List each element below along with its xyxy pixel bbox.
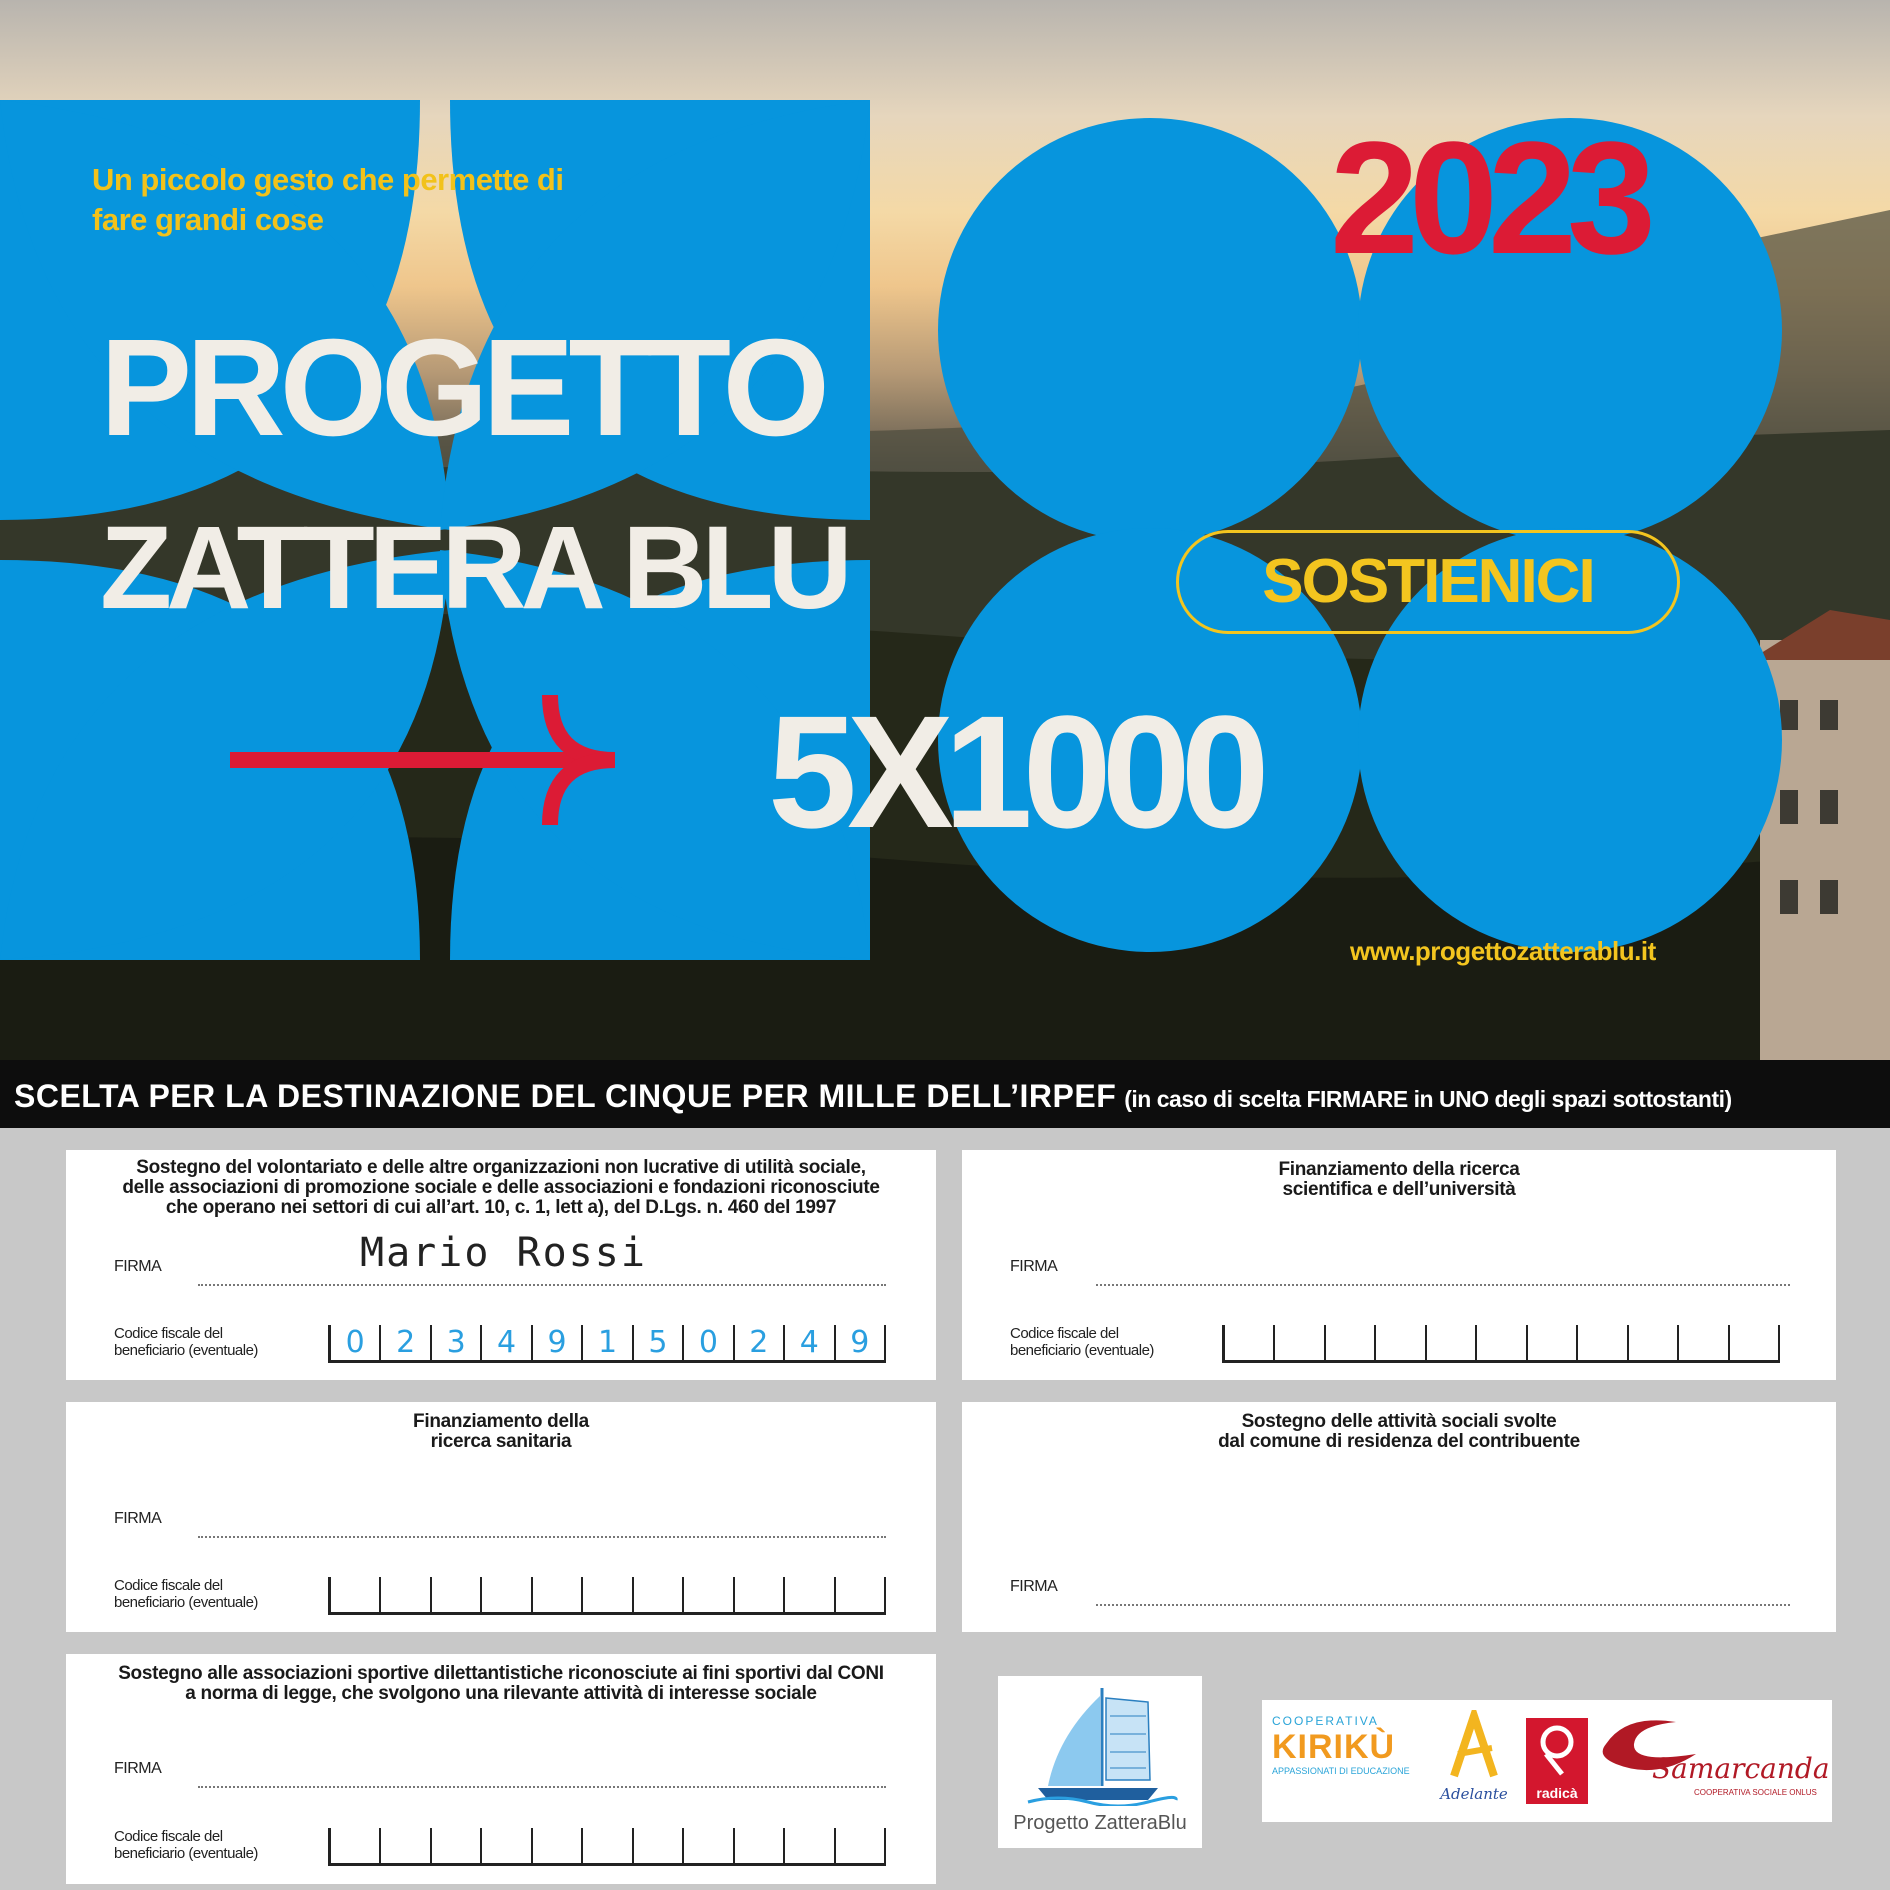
codice-fiscale-digit[interactable] <box>1376 1325 1426 1360</box>
codice-fiscale-field[interactable] <box>328 1577 886 1615</box>
codice-fiscale-label-line: beneficiario (eventuale) <box>114 1594 258 1611</box>
codice-fiscale-digit[interactable]: 2 <box>735 1325 785 1360</box>
kiriku-logo <box>1272 1714 1422 1776</box>
codice-fiscale-digit[interactable] <box>684 1577 734 1612</box>
firma-label: FIRMA <box>114 1258 162 1275</box>
box-title-line: Sostegno del volontariato e delle altre organizzazioni non lucrative di utilità sociale, <box>136 1157 866 1178</box>
codice-fiscale-field[interactable] <box>328 1325 886 1363</box>
radica-name: radicà <box>1536 1785 1578 1801</box>
codice-fiscale-digit[interactable] <box>1679 1325 1729 1360</box>
codice-fiscale-digit[interactable] <box>684 1828 734 1863</box>
codice-fiscale-label-line: beneficiario (eventuale) <box>114 1342 258 1359</box>
firma-label: FIRMA <box>114 1510 162 1527</box>
kiriku-top-label: COOPERATIVA <box>1272 1714 1379 1728</box>
codice-fiscale-digit[interactable]: 9 <box>533 1325 583 1360</box>
codice-fiscale-label <box>114 1577 258 1611</box>
partner-logos <box>1262 1700 1832 1822</box>
codice-fiscale-digit[interactable] <box>482 1828 532 1863</box>
codice-fiscale-digit[interactable] <box>1275 1325 1325 1360</box>
codice-fiscale-digit[interactable] <box>1225 1325 1275 1360</box>
radica-logo <box>1526 1718 1588 1804</box>
codice-fiscale-digit[interactable]: 9 <box>836 1325 886 1360</box>
box-title-line: Sostegno delle attività sociali svolte <box>1241 1411 1557 1432</box>
codice-fiscale-digit[interactable]: 5 <box>634 1325 684 1360</box>
form-box-ricerca-scientifica <box>962 1150 1836 1380</box>
codice-fiscale-field[interactable] <box>1222 1325 1780 1363</box>
raft-sail-icon <box>998 1676 1202 1806</box>
codice-fiscale-digit[interactable] <box>735 1577 785 1612</box>
box-title-line: scientifica e dell’università <box>1282 1179 1516 1200</box>
signature-line[interactable] <box>1096 1604 1790 1606</box>
codice-fiscale-digit[interactable] <box>533 1828 583 1863</box>
codice-fiscale-digit[interactable] <box>836 1577 886 1612</box>
title-zattera-blu: ZATTERA BLU <box>100 502 847 634</box>
kiriku-name: KIRIKÙ <box>1272 1728 1396 1766</box>
box-title <box>76 1664 926 1704</box>
zatterablu-caption: Progetto ZatteraBlu <box>1013 1812 1187 1834</box>
codice-fiscale-label-line: beneficiario (eventuale) <box>1010 1342 1154 1359</box>
codice-fiscale-digit[interactable] <box>533 1577 583 1612</box>
tagline-line-1: Un piccolo gesto che permette di <box>92 162 564 197</box>
codice-fiscale-digit[interactable] <box>381 1577 431 1612</box>
codice-fiscale-label-line: Codice fiscale del <box>114 1325 223 1342</box>
codice-fiscale-digit[interactable] <box>785 1828 835 1863</box>
codice-fiscale-digit[interactable] <box>381 1828 431 1863</box>
firma-label: FIRMA <box>1010 1578 1058 1595</box>
codice-fiscale-digit[interactable] <box>331 1828 381 1863</box>
signature-line[interactable] <box>1096 1284 1790 1286</box>
samarcanda-logo <box>1596 1714 1828 1814</box>
codice-fiscale-field[interactable] <box>328 1828 886 1866</box>
tagline-line-2: fare grandi cose <box>92 202 324 237</box>
box-title <box>972 1160 1826 1200</box>
codice-fiscale-digit[interactable] <box>432 1577 482 1612</box>
samarcanda-name: Samarcanda <box>1652 1752 1830 1785</box>
box-title <box>972 1412 1826 1452</box>
codice-fiscale-digit[interactable] <box>836 1828 886 1863</box>
codice-fiscale-digit[interactable] <box>331 1577 381 1612</box>
codice-fiscale-digit[interactable]: 3 <box>432 1325 482 1360</box>
form-box-ricerca-sanitaria <box>66 1402 936 1632</box>
box-title-line: dal comune di residenza del contribuente <box>1218 1431 1580 1452</box>
codice-fiscale-digit[interactable] <box>1477 1325 1527 1360</box>
signature-line[interactable] <box>198 1786 886 1788</box>
tagline <box>92 160 563 240</box>
box-title-line: ricerca sanitaria <box>430 1431 572 1452</box>
sostienici-button[interactable]: SOSTIENICI <box>1176 530 1680 634</box>
codice-fiscale-digit[interactable]: 1 <box>583 1325 633 1360</box>
firma-label: FIRMA <box>114 1760 162 1777</box>
codice-fiscale-digit[interactable] <box>432 1828 482 1863</box>
adelante-a-icon <box>1434 1710 1514 1780</box>
codice-fiscale-digit[interactable]: 0 <box>331 1325 381 1360</box>
box-title-line: Finanziamento della ricerca <box>1278 1159 1520 1180</box>
codice-fiscale-label <box>1010 1325 1154 1359</box>
codice-fiscale-label-line: Codice fiscale del <box>114 1828 223 1845</box>
right-arrow-icon <box>230 690 620 830</box>
title-5x1000: 5X1000 <box>768 682 1260 861</box>
codice-fiscale-label-line: Codice fiscale del <box>114 1577 223 1594</box>
codice-fiscale-digit[interactable] <box>634 1828 684 1863</box>
box-title-line: Finanziamento della <box>413 1411 589 1432</box>
codice-fiscale-digit[interactable] <box>1528 1325 1578 1360</box>
form-header-note: (in caso di scelta FIRMARE in UNO degli spazi sottostanti) <box>1124 1086 1732 1112</box>
box-title-line: che operano nei settori di cui all’art. 10, c. 1, lett a), del D.Lgs. n. 460 del 1997 <box>165 1197 837 1218</box>
form-box-associazioni-sportive <box>66 1654 936 1884</box>
year-label: 2023 <box>1330 108 1646 287</box>
radica-figure-icon <box>1526 1718 1588 1780</box>
codice-fiscale-label <box>114 1325 258 1359</box>
box-title-line: delle associazioni di promozione sociale e delle associazioni e fondazioni riconosciute <box>122 1177 880 1198</box>
form-box-attivita-sociali-comune <box>962 1402 1836 1632</box>
box-title <box>76 1158 926 1218</box>
codice-fiscale-digit[interactable] <box>634 1577 684 1612</box>
signature-field[interactable]: Mario Rossi <box>360 1230 647 1276</box>
codice-fiscale-digit[interactable] <box>1578 1325 1628 1360</box>
website-link[interactable]: www.progettozatterablu.it <box>1350 936 1656 966</box>
codice-fiscale-digit[interactable]: 4 <box>785 1325 835 1360</box>
codice-fiscale-digit[interactable] <box>1326 1325 1376 1360</box>
progetto-zatterablu-logo <box>998 1676 1202 1848</box>
codice-fiscale-digit[interactable]: 2 <box>381 1325 431 1360</box>
codice-fiscale-label <box>114 1828 258 1862</box>
form-header-title: SCELTA PER LA DESTINAZIONE DEL CINQUE PER MILLE DELL’IRPEF <box>14 1078 1117 1114</box>
box-title <box>76 1412 926 1452</box>
form-box-volontariato <box>66 1150 936 1380</box>
firma-label: FIRMA <box>1010 1258 1058 1275</box>
title-progetto: PROGETTO <box>100 311 824 465</box>
kiriku-subtitle: APPASSIONATI DI EDUCAZIONE <box>1272 1766 1410 1776</box>
codice-fiscale-digit[interactable] <box>1629 1325 1679 1360</box>
codice-fiscale-digit[interactable] <box>482 1577 532 1612</box>
box-title-line: a norma di legge, che svolgono una rilevante attività di interesse sociale <box>185 1683 817 1704</box>
codice-fiscale-digit[interactable] <box>735 1828 785 1863</box>
signature-line <box>198 1284 886 1286</box>
codice-fiscale-label-line: beneficiario (eventuale) <box>114 1845 258 1862</box>
signature-line[interactable] <box>198 1536 886 1538</box>
adelante-logo <box>1434 1710 1514 1810</box>
form-header-bar <box>0 1060 1890 1128</box>
codice-fiscale-digit[interactable] <box>1730 1325 1780 1360</box>
box-title-line: Sostegno alle associazioni sportive dilettantistiche riconosciute ai fini sportivi dal CONI <box>118 1663 884 1684</box>
samarcanda-subtitle: COOPERATIVA SOCIALE ONLUS <box>1694 1788 1817 1797</box>
adelante-name: Adelante <box>1440 1785 1508 1803</box>
codice-fiscale-digit[interactable]: 0 <box>684 1325 734 1360</box>
codice-fiscale-label-line: Codice fiscale del <box>1010 1325 1119 1342</box>
codice-fiscale-digit[interactable] <box>1427 1325 1477 1360</box>
codice-fiscale-digit[interactable] <box>583 1577 633 1612</box>
codice-fiscale-digit[interactable] <box>583 1828 633 1863</box>
codice-fiscale-digit[interactable]: 4 <box>482 1325 532 1360</box>
codice-fiscale-digit[interactable] <box>785 1577 835 1612</box>
